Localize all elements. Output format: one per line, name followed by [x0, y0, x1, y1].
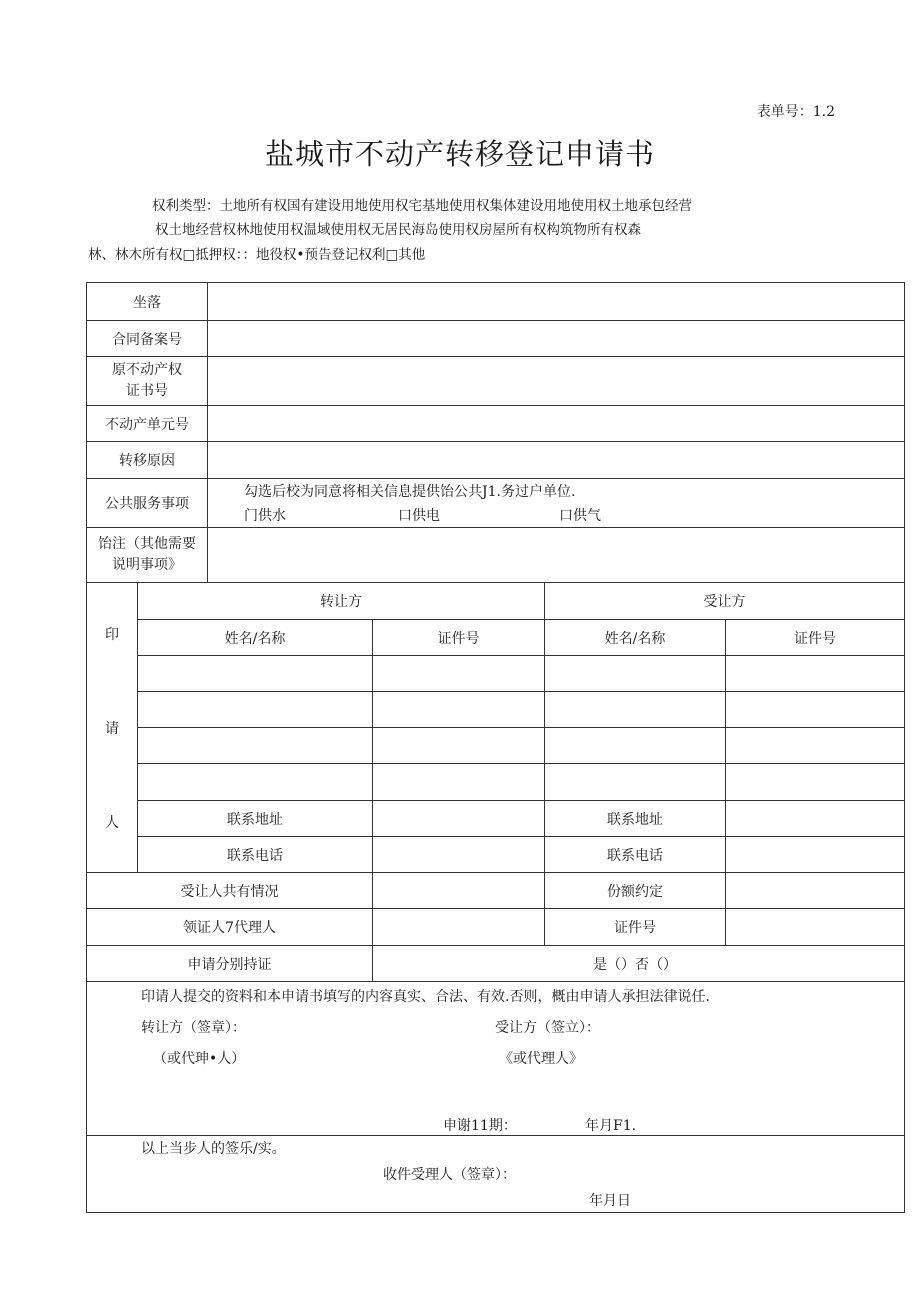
transferee-id-cell[interactable] — [726, 656, 905, 692]
applicant-char-1: 印 — [105, 626, 119, 643]
transferee-name-header: 姓名/名称 — [545, 620, 726, 656]
rights-type-line-1: 权利类型：土地所有权国有建设用地使用权宅基地使用权集体建设用地使用权土地承包经营 — [152, 198, 692, 214]
form-number: 表单号：1.2 — [756, 104, 835, 120]
transferor-id-header: 证件号 — [373, 620, 545, 656]
transferor-header: 转让方 — [138, 583, 545, 620]
remark-input[interactable] — [208, 528, 905, 583]
transferee-id-cell[interactable] — [726, 692, 905, 728]
transferee-id-cell[interactable] — [726, 728, 905, 764]
transferor-name-header: 姓名/名称 — [138, 620, 373, 656]
gas-checkbox[interactable]: 口供气 — [559, 508, 601, 524]
transferor-id-cell[interactable] — [373, 728, 545, 764]
transferee-id-header: 证件号 — [726, 620, 905, 656]
unit-no-input[interactable] — [208, 406, 905, 442]
yes-no-options[interactable]: 是（）否（） — [593, 956, 677, 973]
transferee-phone-label: 联系电话 — [545, 837, 726, 873]
agent-input[interactable] — [373, 909, 545, 946]
application-date-label: 申谢11期： — [443, 1118, 517, 1134]
share-input[interactable] — [726, 873, 905, 909]
transferee-name-cell[interactable] — [545, 656, 726, 692]
receiver-signature-label: 收件受理人（签章）： — [383, 1167, 516, 1183]
transferor-address-input[interactable] — [373, 801, 545, 837]
receipt-section — [87, 1136, 905, 1213]
transferor-name-cell[interactable] — [138, 764, 373, 801]
transferor-id-cell[interactable] — [373, 656, 545, 692]
public-service-options — [208, 505, 904, 525]
agent-id-input[interactable] — [726, 909, 905, 946]
receipt-date: 年月日 — [589, 1193, 631, 1209]
transferor-phone-input[interactable] — [373, 837, 545, 873]
unit-no-label: 不动产单元号 — [87, 406, 208, 442]
orig-cert-label-line-2: 证书号 — [126, 383, 168, 399]
remark-label-line-2: 说明事项》 — [112, 557, 182, 573]
transferee-agent-label: 《或代理人》 — [499, 1051, 583, 1067]
contract-no-input[interactable] — [208, 321, 905, 357]
public-service-text: 勾选后校为同意将相关信息提供饴公共J1.务过户单位. — [244, 484, 576, 500]
share-label: 份额约定 — [545, 873, 726, 909]
transferee-name-cell[interactable] — [545, 764, 726, 801]
transferee-name-cell[interactable] — [545, 728, 726, 764]
public-service-cell — [208, 479, 905, 528]
transferee-header: 受让方 — [545, 583, 905, 620]
transferor-name-cell[interactable] — [138, 656, 373, 692]
transferor-address-label: 联系地址 — [138, 801, 373, 837]
transferor-name-cell[interactable] — [138, 692, 373, 728]
document-title: 盐城市不动产转移登记申请书 — [264, 137, 655, 171]
transferee-signature-label: 受让方（签立）： — [495, 1020, 600, 1036]
transferee-id-cell[interactable] — [726, 764, 905, 801]
transferor-id-cell[interactable] — [373, 692, 545, 728]
transferor-phone-label: 联系电话 — [138, 837, 373, 873]
applicant-char-3: 人 — [105, 814, 119, 831]
transferee-address-input[interactable] — [726, 801, 905, 837]
transferor-name-cell[interactable] — [138, 728, 373, 764]
orig-cert-input[interactable] — [208, 357, 905, 406]
remark-label-line-1: 饴注（其他需要 — [98, 536, 196, 552]
transferee-address-label: 联系地址 — [545, 801, 726, 837]
rights-type-line-3: 林、林木所有权□抵押权：：地役权•预告登记权利□其他 — [88, 247, 426, 263]
water-checkbox[interactable]: 门供水 — [244, 508, 286, 524]
location-label: 坐落 — [87, 283, 208, 321]
separate-cert-choice[interactable] — [373, 946, 905, 982]
public-service-label: 公共服务事项 — [87, 479, 208, 528]
transferee-name-cell[interactable] — [545, 692, 726, 728]
applicant-side-label — [87, 583, 138, 873]
agent-id-label: 证件号 — [545, 909, 726, 946]
receipt-text: 以上当步人的签乐/实。 — [141, 1141, 286, 1157]
co-own-label: 受让人共有情况 — [87, 873, 373, 909]
transferor-signature-label: 转让方（签章）： — [141, 1020, 246, 1036]
orig-cert-label — [87, 357, 208, 406]
transferor-id-cell[interactable] — [373, 764, 545, 801]
application-date-format: 年月F1. — [585, 1118, 637, 1134]
contract-no-label: 合同备案号 — [87, 321, 208, 357]
transferor-agent-label: （或代珅•人） — [153, 1051, 246, 1067]
power-checkbox[interactable]: 口供电 — [398, 508, 440, 524]
co-own-input[interactable] — [373, 873, 545, 909]
declaration-statement: 印请人提交的资料和本申请书填写的内容真实、合法、有效.否则，概由申请人承担法律说任. — [141, 989, 710, 1005]
rights-type-line-2: 权土地经营权林地使用权温域使用权无居民海岛使用权房屋所有权构筑物所有权森 — [155, 222, 641, 238]
remark-label — [87, 528, 208, 583]
location-input[interactable] — [208, 283, 905, 321]
transferee-phone-input[interactable] — [726, 837, 905, 873]
application-form-table — [86, 282, 905, 1213]
orig-cert-label-line-1: 原不动产权 — [112, 362, 182, 378]
declaration-section — [87, 982, 905, 1136]
agent-label: 领证人7代理人 — [87, 909, 373, 946]
separate-cert-label: 申请分别持证 — [87, 946, 373, 982]
applicant-char-2: 请 — [105, 720, 119, 737]
reason-label: 转移原因 — [87, 442, 208, 479]
reason-input[interactable] — [208, 442, 905, 479]
